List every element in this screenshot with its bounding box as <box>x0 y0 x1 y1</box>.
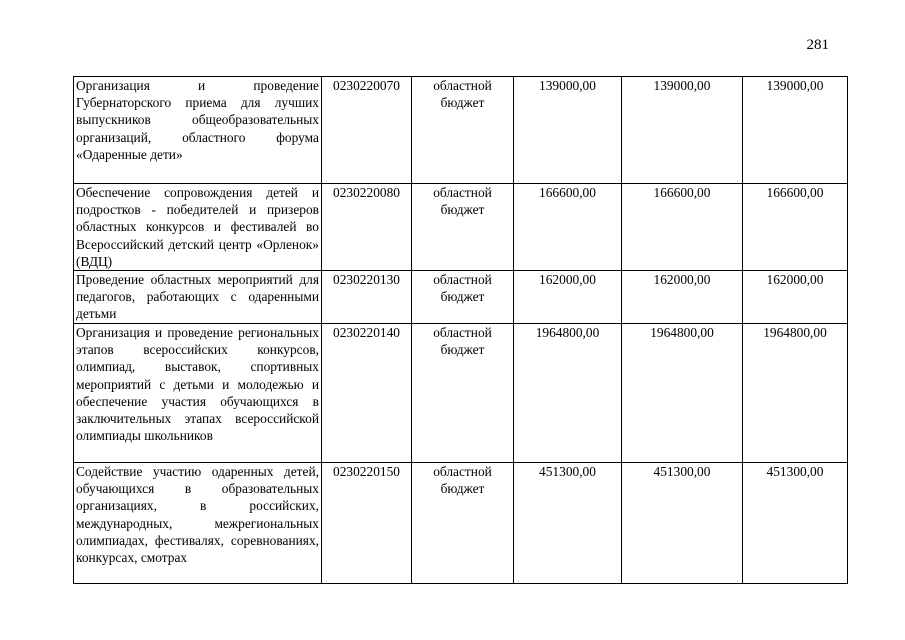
amount-year1-cell: 451300,00 <box>514 463 622 584</box>
amount-year1-cell: 139000,00 <box>514 77 622 184</box>
amount-year3-cell: 162000,00 <box>743 271 848 324</box>
amount-year3-cell: 1964800,00 <box>743 324 848 463</box>
activity-name-cell: Проведение областных мероприятий для педагогов, работающих с одаренными детьми <box>74 271 322 324</box>
budget-code-cell: 0230220070 <box>322 77 412 184</box>
funding-source-cell: областной бюджет <box>412 324 514 463</box>
amount-year3-cell: 451300,00 <box>743 463 848 584</box>
amount-year1-cell: 166600,00 <box>514 184 622 271</box>
table-row <box>74 463 848 584</box>
budget-code-cell: 0230220130 <box>322 271 412 324</box>
amount-year3-cell: 139000,00 <box>743 77 848 184</box>
table-row <box>74 184 848 271</box>
activity-name-cell: Содействие участию одаренных детей, обучающихся в образовательных организациях, в российских, международных, межрегиональных олимпиадах, фестивалях, соревнованиях, конкурсах, смотрах <box>74 463 322 584</box>
amount-year2-cell: 139000,00 <box>622 77 743 184</box>
amount-year1-cell: 1964800,00 <box>514 324 622 463</box>
amount-year2-cell: 162000,00 <box>622 271 743 324</box>
amount-year3-cell: 166600,00 <box>743 184 848 271</box>
funding-source-cell: областной бюджет <box>412 463 514 584</box>
funding-source-cell: областной бюджет <box>412 184 514 271</box>
table-row <box>74 324 848 463</box>
budget-table <box>73 76 848 584</box>
amount-year2-cell: 451300,00 <box>622 463 743 584</box>
activity-name-cell: Обеспечение сопровождения детей и подростков - победителей и призеров областных конкурсов и фестивалей во Всероссийский детский центр «Орленок» (ВДЦ) <box>74 184 322 271</box>
table-row <box>74 77 848 184</box>
amount-year1-cell: 162000,00 <box>514 271 622 324</box>
amount-year2-cell: 1964800,00 <box>622 324 743 463</box>
funding-source-cell: областной бюджет <box>412 271 514 324</box>
amount-year2-cell: 166600,00 <box>622 184 743 271</box>
budget-code-cell: 0230220150 <box>322 463 412 584</box>
budget-code-cell: 0230220080 <box>322 184 412 271</box>
page-number: 281 <box>806 37 829 53</box>
activity-name-cell: Организация и проведение региональных этапов всероссийских конкурсов, олимпиад, выставок, спортивных мероприятий с детьми и молодежью и обеспечение участия обучающихся в заключительных этапах всероссийской олимпиады школьников <box>74 324 322 463</box>
budget-code-cell: 0230220140 <box>322 324 412 463</box>
activity-name-cell: Организация и проведение Губернаторского приема для лучших выпускников общеобразовательных организаций, областного форума «Одаренные дети» <box>74 77 322 184</box>
funding-source-cell: областной бюджет <box>412 77 514 184</box>
table-row <box>74 271 848 324</box>
